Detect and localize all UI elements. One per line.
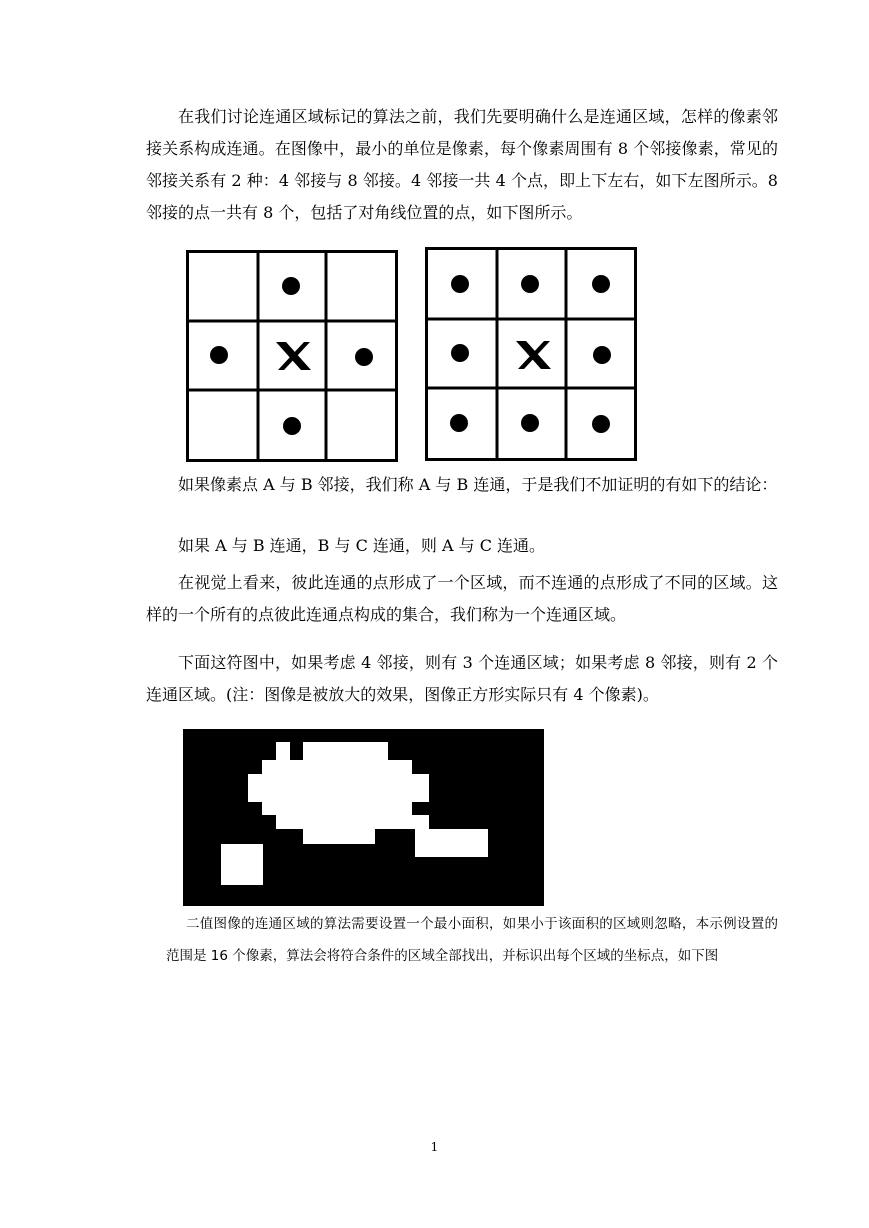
visual-paragraph: 在视觉上看来，彼此连通的点形成了一个区域，而不连通的点形成了不同的区域。这样的一个所有的点彼此连通点构成的集合，我们称为一个连通区域。	[146, 573, 778, 624]
neighbor-dot-bottom	[283, 417, 301, 435]
adjacent-paragraph: 如果像素点 A 与 B 邻接，我们称 A 与 B 连通，于是我们不加证明的有如下的结论：	[178, 475, 778, 494]
neighbor-dot-top	[521, 275, 539, 293]
caption-paragraph: 二值图像的连通区域的算法需要设置一个最小面积，如果小于该面积的区域则忽略，本示例设置的范围是 16 个像素，算法会将符合条件的区域全部找出，并标识出每个区域的坐标点，如下图	[166, 916, 778, 964]
four-neighbor-grid	[186, 250, 398, 462]
neighbor-dot-top	[282, 277, 300, 295]
neighbor-dot-bottom-left	[450, 414, 468, 432]
neighbor-dot-top-right	[592, 275, 610, 293]
intro-paragraph: 在我们讨论连通区域标记的算法之前，我们先要明确什么是连通区域，怎样的像素邻接关系构成连通。在图像中，最小的单位是像素，每个像素周围有 8 个邻接像素，常见的邻接关系有 2 种：4 邻接与 8 邻接。4 邻接一共 4 个点，即上下左右，如下左图所示。8 邻接的点一共有 8 个，包括了对角线位置的点，如下图所示。	[146, 107, 778, 222]
neighbor-dot-bottom-right	[592, 415, 610, 433]
transitive-paragraph: 如果 A 与 B 连通，B 与 C 连通，则 A 与 C 连通。	[178, 536, 546, 555]
neighbor-dot-left	[210, 346, 228, 364]
binary-image-figure	[183, 729, 544, 906]
example-paragraph: 下面这符图中，如果考虑 4 邻接，则有 3 个连通区域；如果考虑 8 邻接，则有 2 个连通区域。(注：图像是被放大的效果，图像正方形实际只有 4 个像素)。	[146, 653, 778, 704]
right-rectangle-region	[415, 829, 488, 857]
small-square-region	[221, 844, 263, 885]
neighbor-dot-right	[593, 346, 611, 364]
neighbor-dot-top-left	[451, 275, 469, 293]
page-number: 1	[430, 1140, 439, 1154]
eight-neighbor-grid	[425, 247, 637, 461]
neighbor-dot-left	[451, 344, 469, 362]
neighbor-dot-right	[355, 348, 373, 366]
neighbor-dot-bottom	[521, 414, 539, 432]
